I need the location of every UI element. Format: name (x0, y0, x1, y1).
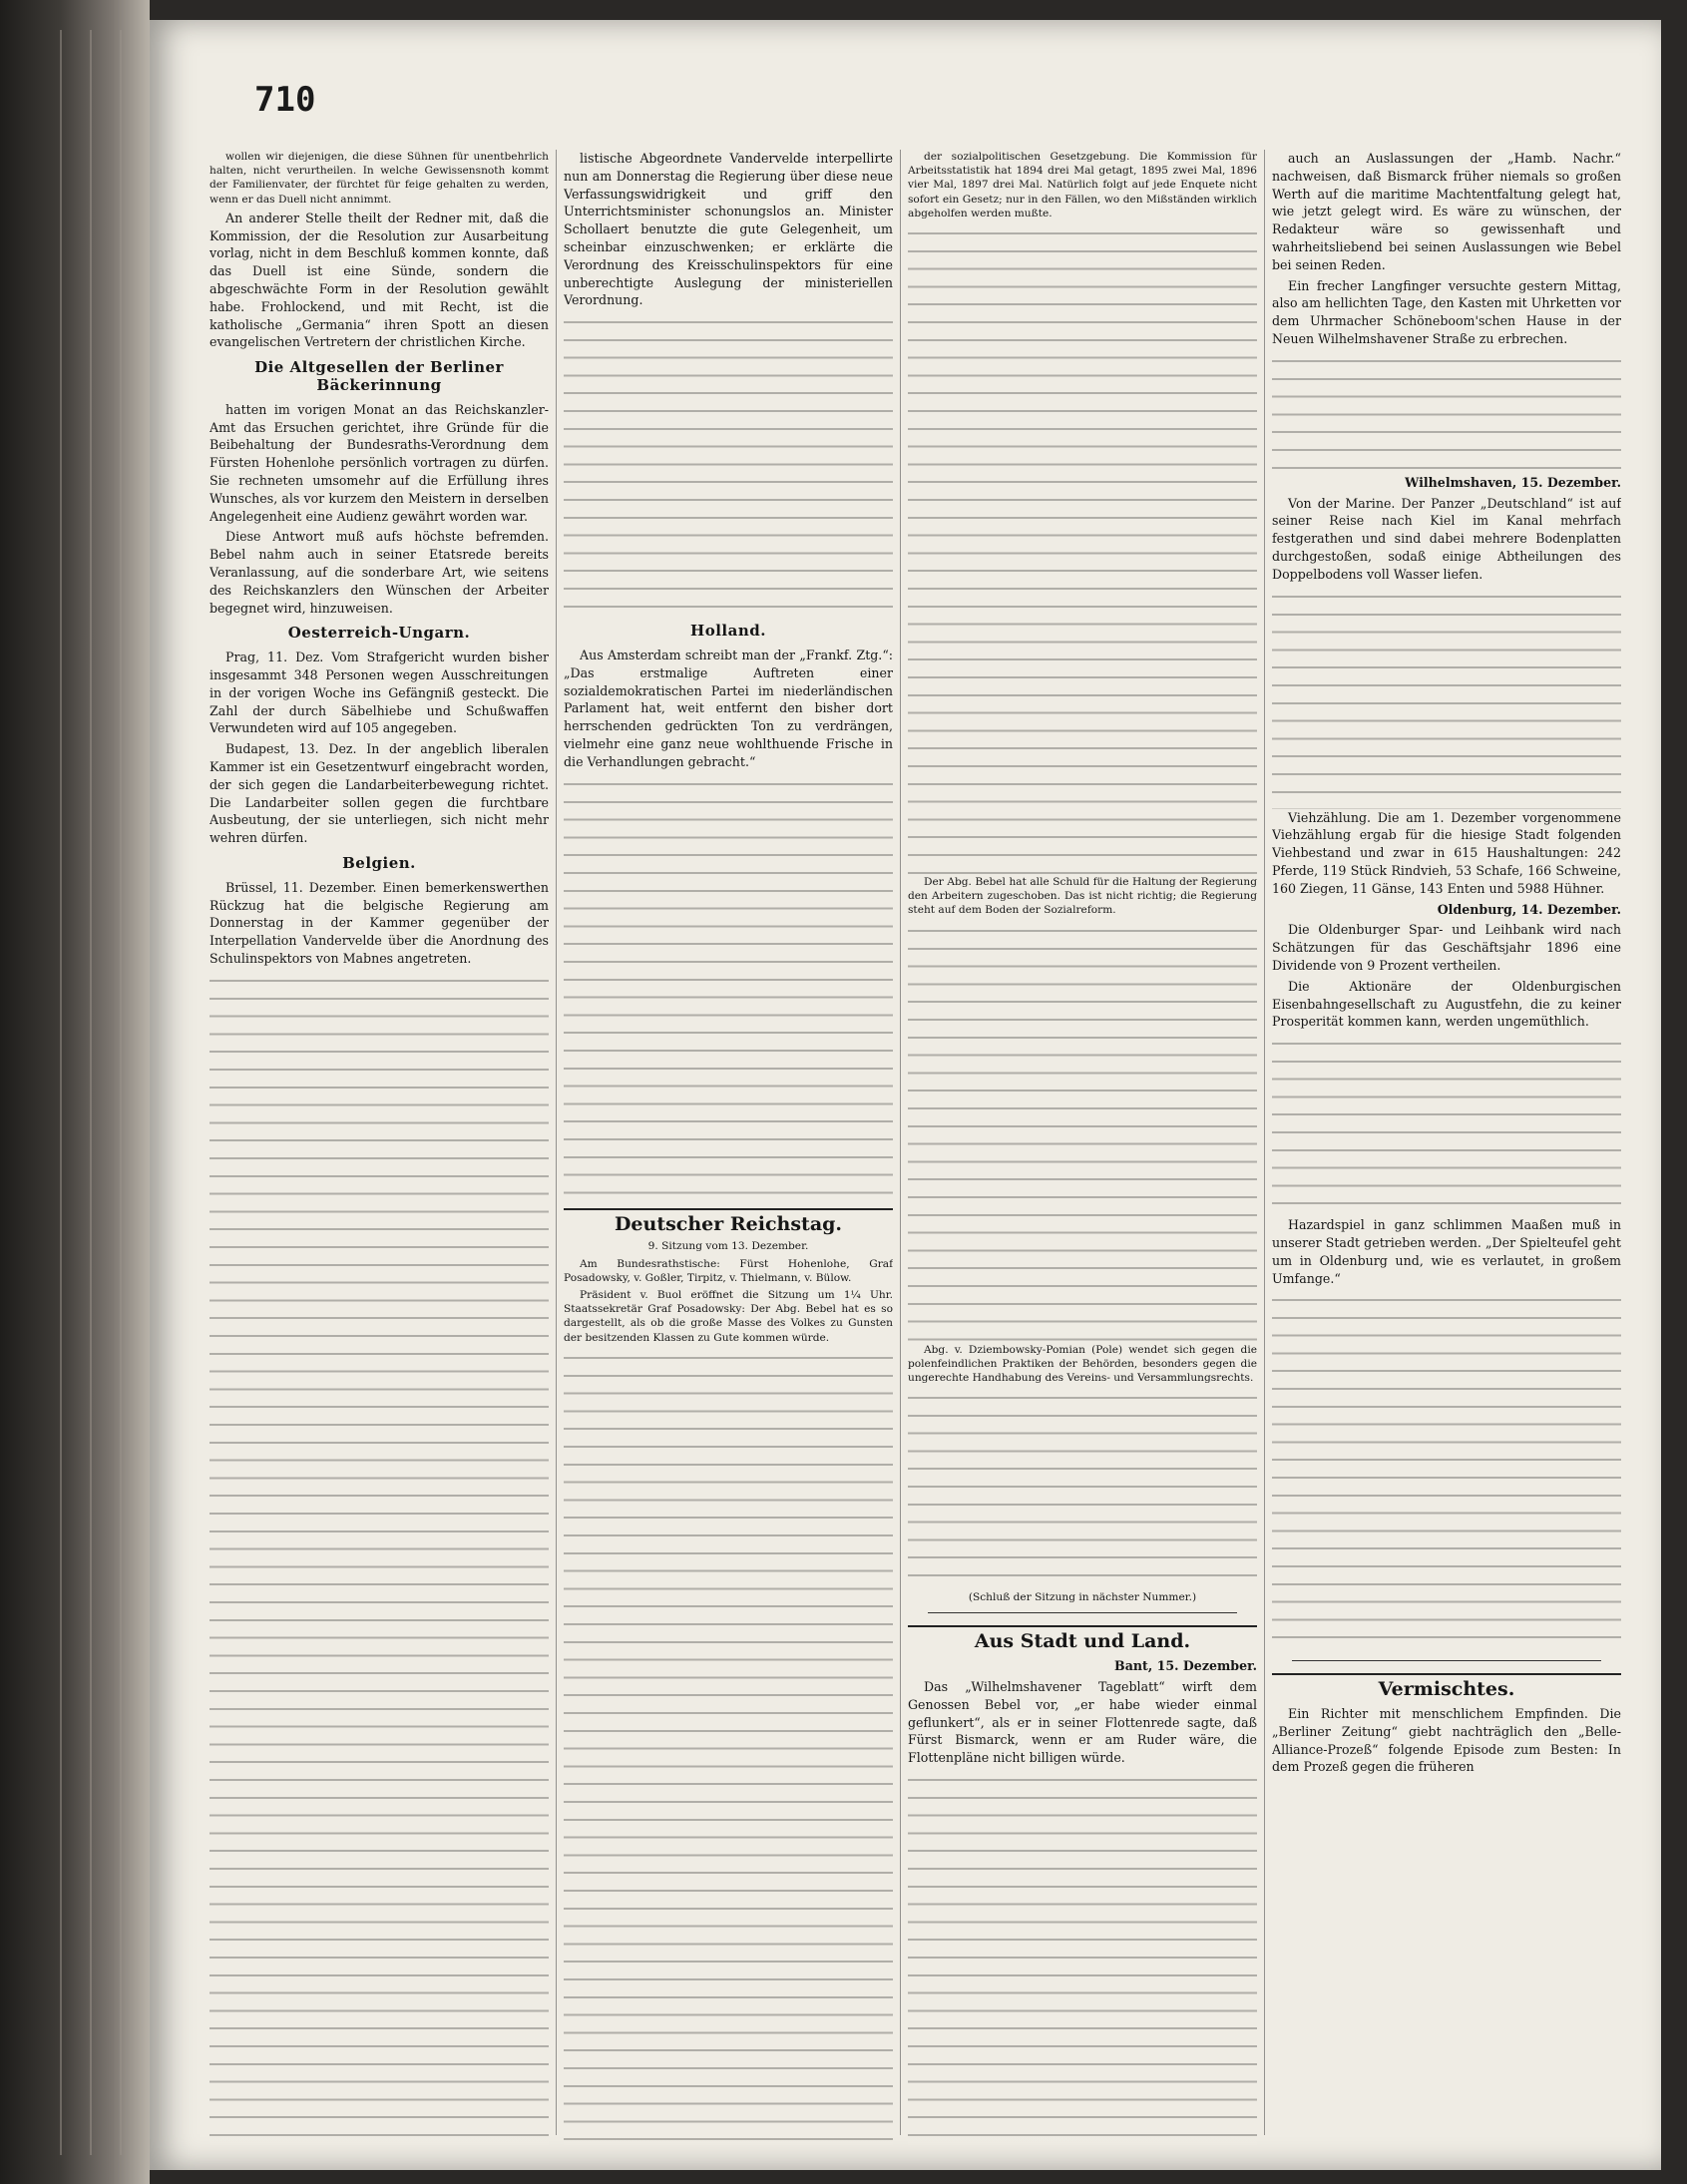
section-heading: Holland. (690, 622, 766, 641)
dateline: Bant, 15. Dezember. (1114, 1658, 1257, 1674)
session-line: 9. Sitzung vom 13. Dezember. (647, 1240, 809, 1253)
text-block (1272, 354, 1621, 474)
section-heading: Deutscher Reichstag. (564, 1208, 893, 1234)
paragraph: wollen wir diejenigen, die diese Sühnen für unentbehrlich halten, nicht verurtheilen. In welche Gewissensnoth kommt der Familienvater, der fürchtet für feige gehalten zu werden, wenn er das Duell nicht annimmt. (210, 151, 549, 206)
section-heading: Aus Stadt und Land. (908, 1625, 1257, 1651)
paragraph: Am Bundesrathstische: Fürst Hohenlohe, Graf Posadowsky, v. Goßler, Tirpitz, v. Thielmann, v. Bülow. (564, 1257, 893, 1284)
divider (928, 1612, 1237, 1613)
closing-note: (Schluß der Sitzung in nächster Nummer.) (968, 1591, 1197, 1604)
text-block (564, 1351, 893, 2145)
paragraph: Viehzählung. Die am 1. Dezember vorgenommene Viehzählung ergab für die hiesige Stadt folgenden Viehbestand und zwar in 615 Haushaltungen: 242 Pferde, 119 Stück Rindvieh, 53 Schafe, 166 Schweine, 160 Ziegen, 11 Gänse, 143 Enten und 5988 Hühner. (1272, 809, 1621, 896)
text-block (564, 777, 893, 1196)
section-heading: Belgien. (342, 853, 416, 872)
paragraph: Brüssel, 11. Dezember. Einen bemerkenswerthen Rückzug hat die belgische Regierung am Donnerstag in der Kammer gegenüber der Interpellation Vandervelde über die Anordnung des Schulinspektors von Mabnes angetreten. (210, 879, 549, 966)
paragraph: listische Abgeordnete Vandervelde interpellirte nun am Donnerstag die Regierung über diese neue Verfassungswidrigkeit und griff den Unterrichtsminister schonungslos an. Minister Schollaert benutzte die gute Gelegenheit, um scheinbar einzuschwenken; er erklärte die Verordnung des Kreisschulinspektors für eine unberechtigte Auslegung der ministeriellen Verordnung. (564, 151, 893, 308)
book-spine (0, 0, 150, 2184)
column-rule (556, 150, 557, 2135)
paragraph: Abg. v. Dziembowsky-Pomian (Pole) wendet sich gegen die polenfeindlichen Praktiken der Behörden, besonders gegen die ungerechte Handhabung des Vereins- und Versammlungsrechts. (908, 1343, 1257, 1385)
text-block (1272, 590, 1621, 809)
column-2 (564, 150, 893, 2145)
column-rule (1264, 150, 1265, 2135)
page-edge (60, 30, 62, 2155)
text-block (210, 974, 549, 2145)
divider (1292, 1660, 1601, 1661)
dateline: Oldenburg, 14. Dezember. (1437, 901, 1621, 917)
text-block (1272, 1037, 1621, 1216)
paragraph: Die Oldenburger Spar- und Leihbank wird nach Schätzungen für das Geschäftsjahr 1896 eine Dividende von 9 Prozent vertheilen. (1272, 922, 1621, 973)
section-heading: Die Altgesellen der Berliner Bäckerinnung (254, 358, 504, 394)
page-edge (120, 30, 122, 2155)
paragraph: Ein Richter mit menschlichem Empfinden. Die „Berliner Zeitung“ giebt nachträglich den „Belle-Alliance-Prozeß“ folgende Episode zum Besten: In dem Prozeß gegen die früheren (1272, 1706, 1621, 1775)
paragraph: Von der Marine. Der Panzer „Deutschland“ ist auf seiner Reise nach Kiel im Kanal mehrfach festgerathen und sind dabei mehrere Bodenplatten durchgestoßen, sodaß einige Abtheilungen des Doppelbodens voll Wasser liefen. (1272, 495, 1621, 582)
paragraph: Aus Amsterdam schreibt man der „Frankf. Ztg.“: „Das erstmalige Auftreten einer sozialdemokratischen Partei im niederländischen Parlament hat, weit entfernt den bisher dort herrschenden gedrückten Ton zu verdrängen, vielmehr eine ganz neue wohlthuende Frische in die Verhandlungen gebracht.“ (564, 647, 893, 769)
paragraph: Ein frecher Langfinger versuchte gestern Mittag, also am hellichten Tage, den Kasten mit Uhrketten vor dem Uhrmacher Schöneboom'schen Hause in der Neuen Wilhelmshavener Straße zu erbrechen. (1272, 277, 1621, 346)
column-1 (210, 150, 549, 2145)
dateline: Wilhelmshaven, 15. Dezember. (1405, 474, 1621, 490)
text-block (1272, 1293, 1621, 1652)
paragraph: der sozialpolitischen Gesetzgebung. Die Kommission für Arbeitsstatistik hat 1894 drei Mal getagt, 1895 zwei Mal, 1896 vier Mal, 1897 drei Mal. Natürlich folgt auf jede Enquete nicht sofort ein Gesetz; nur in den Fällen, wo den Mißständen wirklich abgeholfen werden mußte. (908, 151, 1257, 219)
paragraph: Das „Wilhelmshavener Tageblatt“ wirft dem Genossen Bebel vor, „er habe wieder einmal geflunkert“, als er in seiner Flottenrede sagte, daß Fürst Bismarck, wenn er am Ruder wäre, die Flottenpläne nicht billigen würde. (908, 1679, 1257, 1766)
paragraph: auch an Auslassungen der „Hamb. Nachr.“ nachweisen, daß Bismarck früher niemals so großen Werth auf die maritime Machtentfaltung gelegt hat, wie jetzt gelegt wird. Es wäre zu wünschen, der Redakteur wäre so gewissenhaft und wahrheitsliebend bei seinen Auslassungen wie Bebel bei seinen Reden. (1272, 151, 1621, 272)
paragraph: Diese Antwort muß aufs höchste befremden. Bebel nahm auch in seiner Etatsrede bereits Veranlassung, auf die sonderbare Art, wie seitens des Reichskanzlers den Wünschen der Arbeiter begegnet wird, hinzuweisen. (210, 529, 549, 616)
column-4 (1272, 150, 1621, 2145)
text-block (564, 315, 893, 615)
text-block (908, 1391, 1257, 1590)
paragraph: Budapest, 13. Dez. In der angeblich liberalen Kammer ist ein Gesetzentwurf eingebracht worden, der sich gegen die Landarbeiterbewegung richtet. Die Landarbeiter sollen gegen die furchtbare Ausbeutung, der sie unterliegen, sich nicht mehr wehren dürfen. (210, 741, 549, 846)
page-edge (90, 30, 92, 2155)
text-block (908, 1773, 1257, 2145)
paragraph: hatten im vorigen Monat an das Reichskanzler-Amt das Ersuchen gerichtet, ihre Gründe für die Beibehaltung der Bundesraths-Verordnung dem Fürsten Hohenlohe persönlich vortragen zu dürfen. Sie rechneten umsomehr auf die Erfüllung ihres Wunsches, als vor kurzem den Meistern in derselben Angelegenheit eine Audienz gewährt worden war. (210, 401, 549, 524)
paragraph: Hazardspiel in ganz schlimmen Maaßen muß in unserer Stadt getrieben werden. „Der Spielteufel geht um in Oldenburg und, wie es verlautet, in großem Umfange.“ (1272, 1217, 1621, 1286)
section-heading: Oesterreich-Ungarn. (287, 624, 471, 643)
newspaper-page (150, 20, 1661, 2170)
text-block (908, 226, 1257, 875)
paragraph: Präsident v. Buol eröffnet die Sitzung um 1¼ Uhr. Staatssekretär Graf Posadowsky: Der Abg. Bebel hat es so dargestellt, als ob die große Masse des Volkes zu Gunsten der besitzenden Klassen zu Gute kommen würde. (564, 1288, 893, 1344)
paragraph: An anderer Stelle theilt der Redner mit, daß die Kommission, der die Resolution zur Ausarbeitung vorlag, nicht in dem Beschluß kommen konnte, daß das Duell ist eine Sünde, sondern die abgeschwächte Form in der Resolution gewählt habe. Frohlockend, und mit Recht, ist die katholische „Germania“ ihren Spott an diesen evangelischen Vertretern der christlichen Kirche. (210, 210, 549, 350)
text-block (908, 924, 1257, 1343)
paragraph: Die Aktionäre der Oldenburgischen Eisenbahngesellschaft zu Augustfehn, die zu keiner Prosperität kommen kann, werden ungemüthlich. (1272, 978, 1621, 1030)
paragraph: Der Abg. Bebel hat alle Schuld für die Haltung der Regierung den Arbeitern zugeschoben. Das ist nicht richtig; die Regierung steht auf dem Boden der Sozialreform. (908, 876, 1257, 917)
section-heading: Vermischtes. (1272, 1673, 1621, 1699)
column-3 (908, 150, 1257, 2145)
paragraph: Prag, 11. Dez. Vom Strafgericht wurden bisher insgesammt 348 Personen wegen Ausschreitungen in der vorigen Woche ins Gefängniß gesteckt. Die Zahl der durch Säbelhiebe und Schußwaffen Verwundeten wird auf 105 angegeben. (210, 650, 549, 736)
column-rule (900, 150, 901, 2135)
page-number: 710 (254, 80, 316, 120)
